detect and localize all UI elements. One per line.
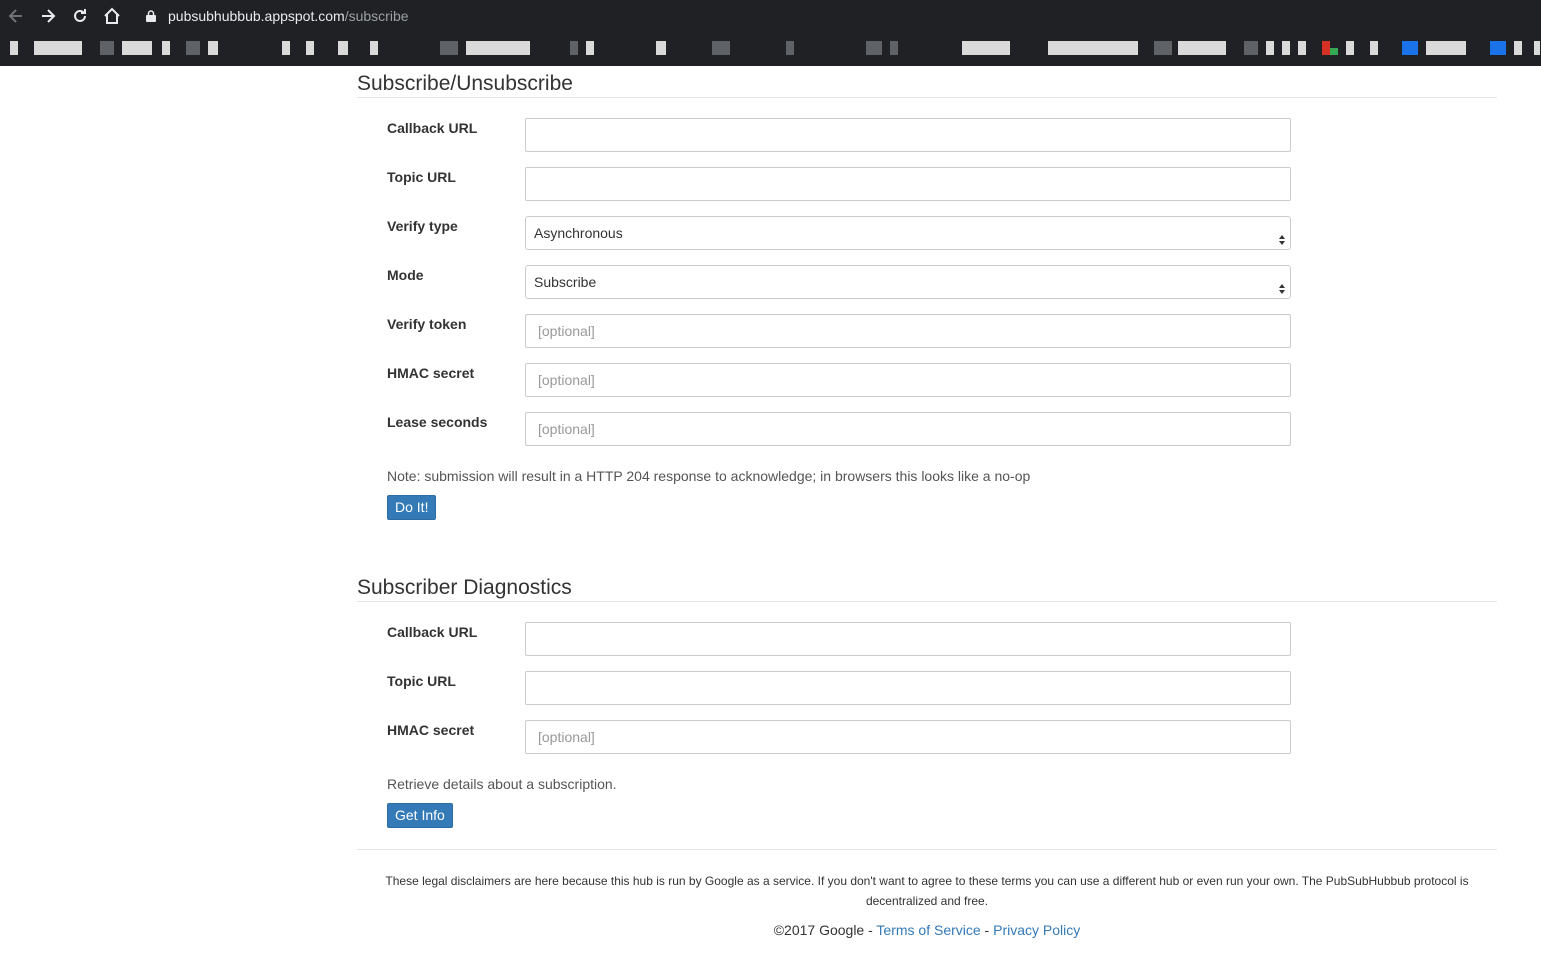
select-arrows-icon [1278,226,1286,240]
bookmark-favicon[interactable] [866,41,882,55]
get-info-button[interactable]: Get Info [387,803,453,828]
bookmark-favicon[interactable] [712,41,730,55]
subscribe-section-title: Subscribe/Unsubscribe [357,72,573,95]
bookmark-favicon[interactable] [10,41,18,55]
forward-icon[interactable] [38,6,58,26]
bookmark-favicon[interactable] [1154,41,1172,55]
url-host: pubsubhubbub.appspot.com [168,8,345,24]
verify-token-label: Verify token [387,316,467,332]
diag-callback-url-label: Callback URL [387,624,478,640]
bookmark-item[interactable] [1048,41,1138,55]
bookmarks-bar [0,32,1541,66]
do-it-button[interactable]: Do It! [387,495,436,520]
bookmark-favicon[interactable] [890,41,898,55]
bookmark-favicon[interactable] [1490,41,1506,55]
topic-url-label: Topic URL [387,169,456,185]
diag-callback-url-input[interactable] [525,622,1291,656]
back-icon[interactable] [6,6,26,26]
bookmarks-overflow-icon[interactable] [1534,41,1540,55]
section-divider [357,97,1497,98]
bookmark-item[interactable] [1282,41,1290,55]
bookmark-favicon[interactable] [440,41,458,55]
browser-toolbar [0,0,1541,32]
lock-icon[interactable] [146,9,156,21]
terms-of-service-link[interactable]: Terms of Service [876,922,981,938]
select-arrows-icon [1278,275,1286,289]
footer-separator: - [980,922,994,938]
reload-icon[interactable] [70,6,90,26]
footer-divider [357,849,1497,850]
mode-label: Mode [387,267,424,283]
hmac-secret-input[interactable] [525,363,1291,397]
diag-hmac-secret-label: HMAC secret [387,722,475,738]
diag-hmac-secret-input[interactable] [525,720,1291,754]
copyright-line [357,921,1497,939]
bookmark-item[interactable] [1178,41,1226,55]
diagnostics-note: Retrieve details about a subscription. [387,776,617,792]
bookmark-favicon[interactable] [786,41,794,55]
bookmark-item[interactable] [586,41,594,55]
bookmark-item[interactable] [1266,41,1274,55]
bookmark-item[interactable] [466,41,530,55]
verify-type-value: Asynchronous [534,225,623,241]
diagnostics-section-title: Subscriber Diagnostics [357,576,572,599]
bookmark-item[interactable] [656,41,666,55]
topic-url-input[interactable] [525,167,1291,201]
section-divider [357,601,1497,602]
mode-value: Subscribe [534,274,597,290]
bookmark-favicon[interactable] [1322,41,1330,55]
copyright-text: ©2017 Google [773,922,865,938]
legal-disclaimer-line1: These legal disclaimers are here because this hub is run by Google as a service. If you don't want to agree to these terms you can use a different hub or even run your own. The PubSubHubbub protocol is [385,874,1469,888]
bookmark-item[interactable] [1370,41,1378,55]
bookmark-item[interactable] [338,41,348,55]
verify-type-label: Verify type [387,218,458,234]
footer-separator: - [864,922,877,938]
bookmark-item[interactable] [282,41,290,55]
bookmark-item[interactable] [1426,41,1466,55]
lease-seconds-input[interactable] [525,412,1291,446]
bookmark-item[interactable] [306,41,314,55]
verify-token-input[interactable] [525,314,1291,348]
privacy-policy-link[interactable]: Privacy Policy [993,922,1081,938]
address-bar[interactable] [168,7,409,25]
subscribe-note: Note: submission will result in a HTTP 204 response to acknowledge; in browsers this looks like a no-op [387,468,1031,484]
bookmark-item[interactable] [34,41,82,55]
hmac-secret-label: HMAC secret [387,365,475,381]
bookmark-favicon[interactable] [1402,41,1418,55]
bookmark-item[interactable] [1514,41,1522,55]
bookmark-favicon[interactable] [570,41,578,55]
bookmark-item[interactable] [122,41,152,55]
verify-type-select[interactable] [525,216,1291,250]
bookmark-item[interactable] [162,41,170,55]
callback-url-label: Callback URL [387,120,478,136]
mode-select[interactable] [525,265,1291,299]
legal-disclaimer-line2: decentralized and free. [865,894,989,908]
diag-topic-url-input[interactable] [525,671,1291,705]
bookmark-item[interactable] [1298,41,1306,55]
bookmark-favicon[interactable] [1244,41,1258,55]
bookmark-item[interactable] [370,41,378,55]
url-path: /subscribe [344,8,409,24]
bookmark-favicon[interactable] [186,41,200,55]
bookmark-favicon[interactable] [100,41,114,55]
callback-url-input[interactable] [525,118,1291,152]
bookmark-item[interactable] [1346,41,1354,55]
bookmark-item[interactable] [208,41,218,55]
home-icon[interactable] [102,6,122,26]
bookmark-item[interactable] [962,41,1010,55]
lease-seconds-label: Lease seconds [387,414,488,430]
bookmark-favicon[interactable] [1330,48,1338,55]
legal-disclaimer [357,871,1497,911]
diag-topic-url-label: Topic URL [387,673,456,689]
